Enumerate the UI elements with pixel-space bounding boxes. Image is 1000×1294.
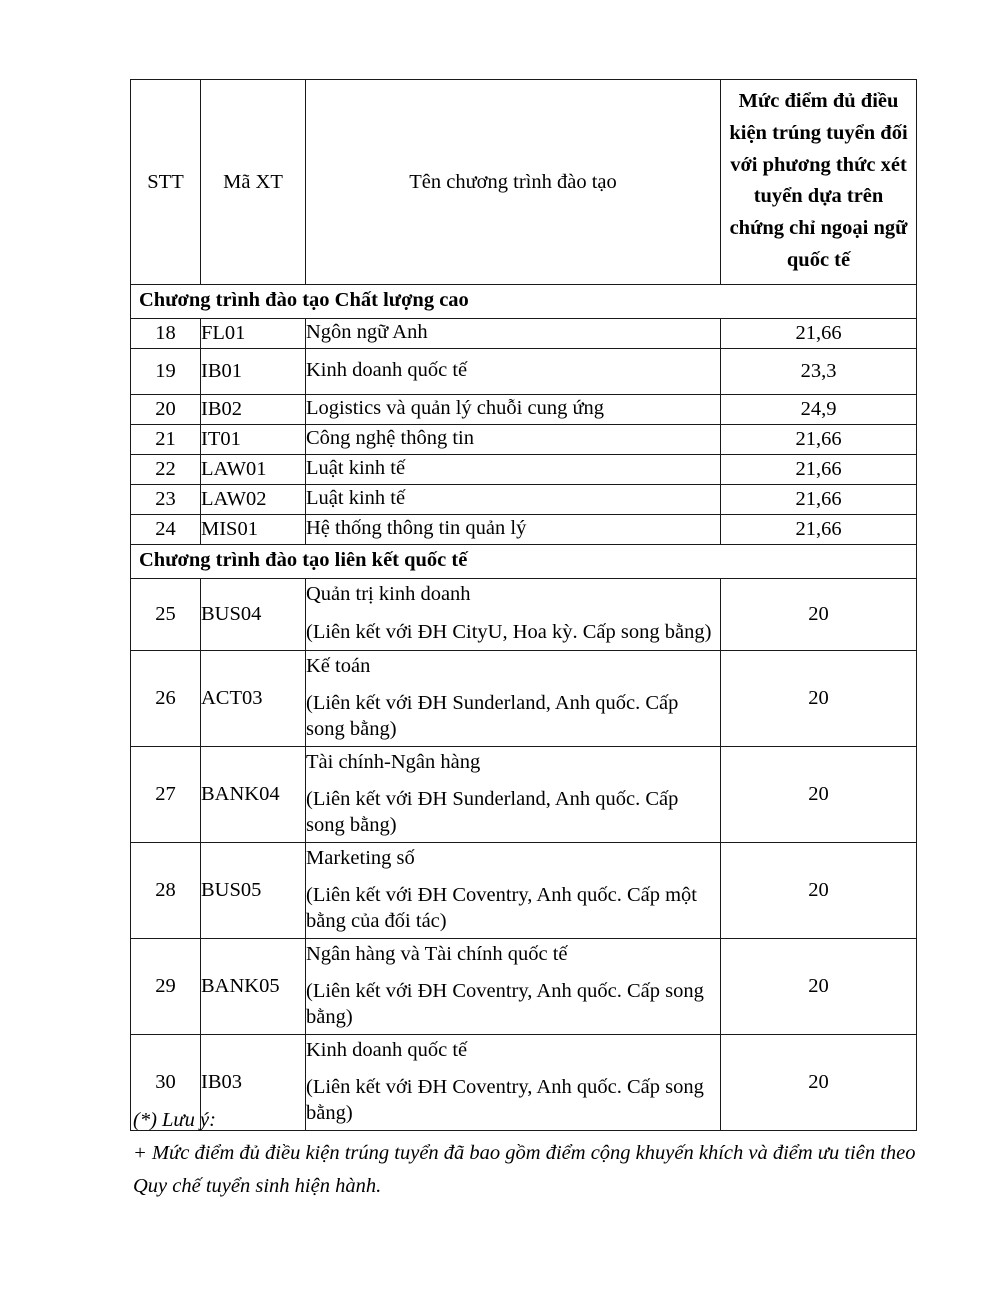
cell-stt: 28 [131, 842, 201, 938]
cell-score: 20 [721, 842, 917, 938]
section-title-chat-luong-cao: Chương trình đào tạo Chất lượng cao [131, 284, 917, 318]
cell-ma-xt: BANK05 [201, 938, 306, 1034]
table-row [131, 348, 917, 394]
table-row [131, 318, 917, 348]
cell-stt: 23 [131, 484, 201, 514]
table-header [131, 80, 917, 285]
cell-program-name [306, 578, 721, 650]
cell-program-name: Hệ thống thông tin quản lý [306, 514, 721, 544]
cell-program-name: Công nghệ thông tin [306, 424, 721, 454]
cell-stt: 26 [131, 650, 201, 746]
cell-ma-xt: LAW01 [201, 454, 306, 484]
cell-ma-xt: LAW02 [201, 484, 306, 514]
table-row [131, 746, 917, 842]
cell-ma-xt: BUS04 [201, 578, 306, 650]
cell-stt: 18 [131, 318, 201, 348]
cell-score: 21,66 [721, 424, 917, 454]
cell-ma-xt: IB01 [201, 348, 306, 394]
program-partner-note: (Liên kết với ĐH CityU, Hoa kỳ. Cấp song bằng) [306, 621, 712, 644]
program-title: Marketing số [306, 846, 415, 869]
cell-ma-xt: MIS01 [201, 514, 306, 544]
cell-stt: 24 [131, 514, 201, 544]
table-row [131, 424, 917, 454]
cell-stt: 19 [131, 348, 201, 394]
cell-score: 21,66 [721, 514, 917, 544]
program-partner-note: (Liên kết với ĐH Sunderland, Anh quốc. Cấp song bằng) [306, 788, 679, 836]
table-row [131, 938, 917, 1034]
column-header-ma-xt: Mã XT [201, 80, 306, 285]
cell-stt: 30 [131, 1034, 201, 1130]
cell-score: 20 [721, 746, 917, 842]
cell-score: 21,66 [721, 454, 917, 484]
program-partner-note: (Liên kết với ĐH Coventry, Anh quốc. Cấp một bằng của đối tác) [306, 884, 697, 932]
cell-program-name [306, 746, 721, 842]
cell-stt: 21 [131, 424, 201, 454]
table-row [131, 394, 917, 424]
footnote-block [133, 1104, 923, 1204]
cell-score: 21,66 [721, 318, 917, 348]
cell-ma-xt: BUS05 [201, 842, 306, 938]
footnote-title: (*) Lưu ý: [133, 1109, 216, 1131]
table-header-row [131, 80, 917, 285]
table-row [131, 578, 917, 650]
cell-stt: 27 [131, 746, 201, 842]
cell-score: 21,66 [721, 484, 917, 514]
column-header-score [721, 80, 917, 285]
table-row [131, 484, 917, 514]
cell-score: 20 [721, 938, 917, 1034]
cell-stt: 22 [131, 454, 201, 484]
cell-ma-xt: IB02 [201, 394, 306, 424]
program-partner-note: (Liên kết với ĐH Sunderland, Anh quốc. Cấp song bằng) [306, 692, 679, 740]
cell-ma-xt: IB03 [201, 1034, 306, 1130]
cell-program-name: Logistics và quản lý chuỗi cung ứng [306, 394, 721, 424]
column-header-score-text: Mức điểm đủ điều kiện trúng tuyển đối với phương thức xét tuyển dựa trên chứng chỉ ngoại ngữ quốc tế [729, 90, 908, 271]
program-partner-note: (Liên kết với ĐH Coventry, Anh quốc. Cấp song bằng) [306, 1076, 704, 1124]
program-title: Tài chính-Ngân hàng [306, 750, 481, 773]
cell-program-name: Kinh doanh quốc tế [306, 348, 721, 394]
cell-score: 23,3 [721, 348, 917, 394]
admissions-score-table [130, 79, 917, 1131]
cell-stt: 29 [131, 938, 201, 1034]
program-title: Kinh doanh quốc tế [306, 1038, 468, 1061]
program-title: Quản trị kinh doanh [306, 583, 471, 606]
cell-program-name [306, 842, 721, 938]
cell-stt: 25 [131, 578, 201, 650]
cell-ma-xt: ACT03 [201, 650, 306, 746]
column-header-stt: STT [131, 80, 201, 285]
section-header-row [131, 284, 917, 318]
cell-program-name: Ngôn ngữ Anh [306, 318, 721, 348]
cell-program-name [306, 650, 721, 746]
table-row [131, 514, 917, 544]
program-title: Kế toán [306, 654, 371, 677]
cell-score: 24,9 [721, 394, 917, 424]
section-title-lien-ket-quoc-te: Chương trình đào tạo liên kết quốc tế [131, 544, 917, 578]
table-row [131, 842, 917, 938]
cell-score: 20 [721, 650, 917, 746]
section-header-row [131, 544, 917, 578]
program-partner-note: (Liên kết với ĐH Coventry, Anh quốc. Cấp song bằng) [306, 980, 704, 1028]
cell-ma-xt: BANK04 [201, 746, 306, 842]
table-row [131, 454, 917, 484]
column-header-program-name: Tên chương trình đào tạo [306, 80, 721, 285]
cell-stt: 20 [131, 394, 201, 424]
cell-program-name: Luật kinh tế [306, 454, 721, 484]
program-title: Ngân hàng và Tài chính quốc tế [306, 942, 568, 965]
footnote-body: + Mức điểm đủ điều kiện trúng tuyển đã bao gồm điểm cộng khuyến khích và điểm ưu tiên theo Quy chế tuyển sinh hiện hành. [133, 1142, 921, 1198]
table-row [131, 650, 917, 746]
table-body [131, 284, 917, 1130]
cell-score: 20 [721, 1034, 917, 1130]
cell-program-name [306, 938, 721, 1034]
cell-ma-xt: IT01 [201, 424, 306, 454]
cell-program-name: Luật kinh tế [306, 484, 721, 514]
cell-score: 20 [721, 578, 917, 650]
cell-ma-xt: FL01 [201, 318, 306, 348]
